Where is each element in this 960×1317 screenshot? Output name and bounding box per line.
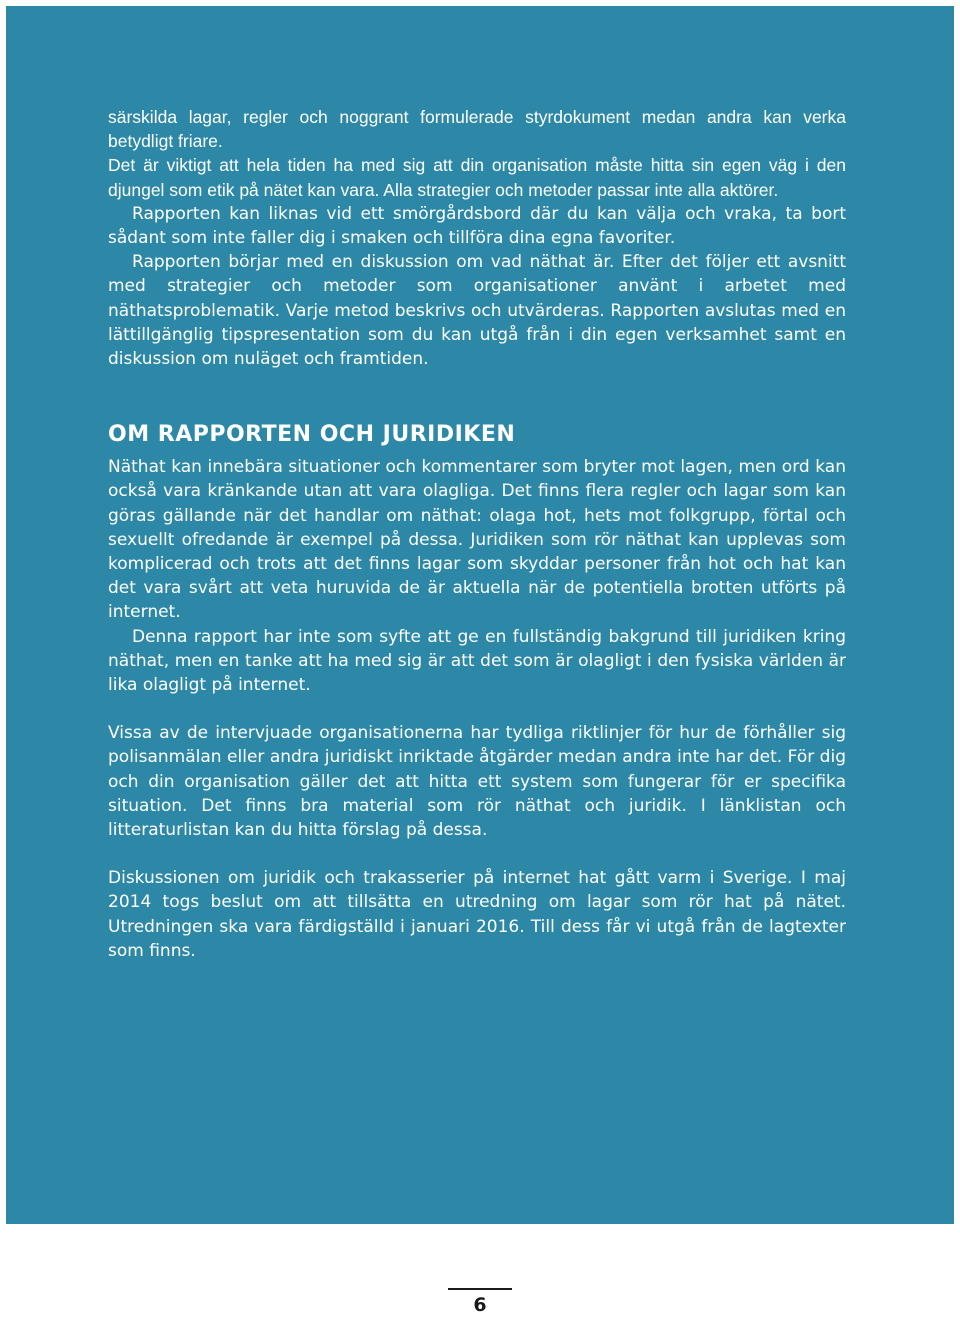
intro-paragraph-4: Rapporten börjar med en diskussion om vad näthat är. Efter det följer ett avsnitt med strategier och metoder som organisationer använt i arbetet med näthatsproblematik. Varje metod beskrivs och utvärderas. Rapporten avslutas med en lättillgänglig tipspresentation som du kan utgå från i din egen verksamhet samt en diskussion om nuläget och framtiden.	[108, 252, 846, 370]
section-paragraph-2: Denna rapport har inte som syfte att ge en fullständig bakgrund till juridiken kring näthat, men en tanke att ha med sig är att det som är olagligt i den fysiska världen är lika olagligt på internet.	[108, 626, 846, 696]
section-paragraph-4: Diskussionen om juridik och trakasserier på internet hat gått varm i Sverige. I maj 2014 togs beslut om att tillsätta en utredning om lagar som rör hat på nätet. Utredningen ska vara färdigställd i januari 2016. Till dess får vi utgå från de lagtexter som finns.	[108, 868, 846, 961]
intro-paragraph-2: Det är viktigt att hela tiden ha med sig att din organisation måste hitta sin egen väg i den djungel som etik på nätet kan vara. Alla strategier och metoder passar inte alla aktörer.	[108, 155, 846, 200]
section-heading: OM RAPPORTEN OCH JURIDIKEN	[108, 422, 516, 448]
section-paragraph-1: Näthat kan innebära situationer och kommentarer som bryter mot lagen, men ord kan också vara kränkande utan att vara olagliga. Det finns flera regler och lagar som kan göras gällande när det handlar om näthat: olaga hot, hets mot folkgrupp, förtal och sexuellt ofredande är exempel på dessa. Juridiken som rör näthat kan upplevas som komplicerad och trots att det finns lagar som skyddar personer från hot och hat kan det vara svårt att veta huruvida de är aktuella när de potentiella brotten utförts på internet.	[108, 457, 846, 623]
intro-paragraph-1: särskilda lagar, regler och noggrant formulerade styrdokument medan andra kan verka betydligt friare.	[108, 107, 846, 152]
article-body	[108, 105, 846, 963]
page-number-rule	[448, 1288, 512, 1290]
section-paragraph-3: Vissa av de intervjuade organisationerna har tydliga riktlinjer för hur de förhåller sig polisanmälan eller andra juridiskt inriktade åtgärder medan andra inte har det. För dig och din organisation gäller det att hitta ett system som fungerar för er specifika situation. Det finns bra material som rör näthat och juridik. I länklistan och litteraturlistan kan du hitta förslag på dessa.	[108, 723, 846, 841]
intro-paragraph-3: Rapporten kan liknas vid ett smörgårdsbord där du kan välja och vraka, ta bort sådant som inte faller dig i smaken och tillföra dina egna favoriter.	[108, 203, 846, 249]
page-number: 6	[473, 1294, 487, 1316]
